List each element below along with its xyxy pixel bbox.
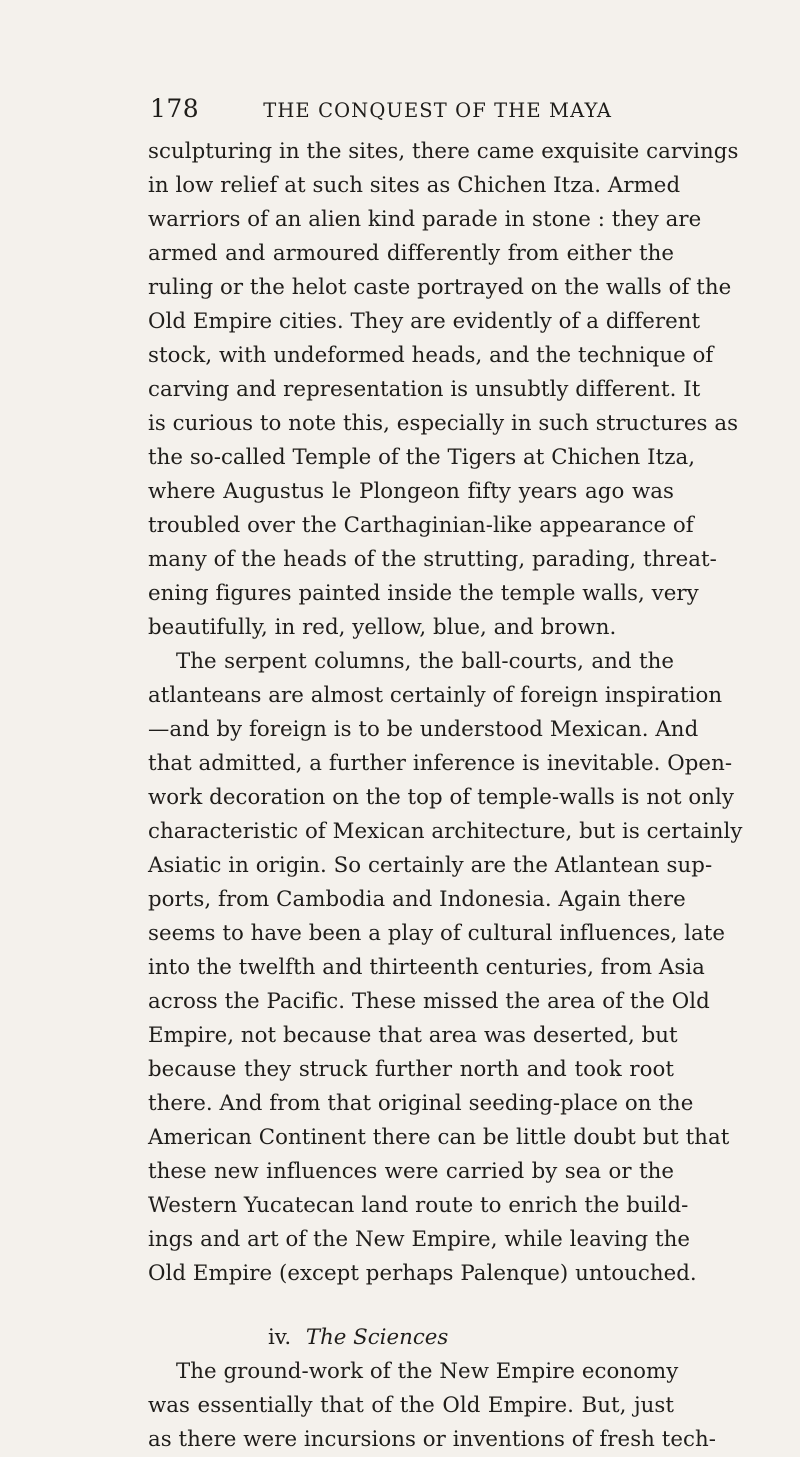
text-line: beautifully, in red, yellow, blue, and brown. — [148, 615, 617, 640]
text-line: American Continent there can be little doubt but that — [148, 1125, 730, 1150]
text-line: troubled over the Carthaginian-like appearance of — [148, 513, 694, 538]
text-line: Western Yucatecan land route to enrich the build- — [148, 1193, 689, 1218]
text-line: into the twelfth and thirteenth centuries, from Asia — [148, 955, 705, 980]
running-title: THE CONQUEST OF THE MAYA — [263, 99, 613, 122]
text-line: because they struck further north and took root — [148, 1057, 674, 1082]
text-line: The serpent columns, the ball-courts, and the — [176, 649, 674, 674]
running-head — [150, 94, 670, 130]
text-line: —and by foreign is to be understood Mexican. And — [148, 717, 699, 742]
text-line: Old Empire cities. They are evidently of a different — [148, 309, 701, 334]
text-line: was essentially that of the Old Empire. But, just — [148, 1393, 674, 1418]
text-line: characteristic of Mexican architecture, but is certainly — [148, 819, 743, 844]
text-line: that admitted, a further inference is inevitable. Open- — [148, 751, 733, 776]
text-line: atlanteans are almost certainly of foreign inspiration — [148, 683, 723, 708]
text-line: sculpturing in the sites, there came exquisite carvings — [148, 139, 739, 164]
text-line: across the Pacific. These missed the area of the Old — [148, 989, 710, 1014]
text-line: where Augustus le Plongeon fifty years ago was — [148, 479, 674, 504]
text-line: carving and representation is unsubtly different. It — [148, 377, 701, 402]
text-line: these new influences were carried by sea or the — [148, 1159, 674, 1184]
section-heading — [148, 1321, 674, 1355]
text-line: the so-called Temple of the Tigers at Chichen Itza, — [148, 445, 696, 470]
text-line: is curious to note this, especially in such structures as — [148, 411, 739, 436]
text-line: Old Empire (except perhaps Palenque) untouched. — [148, 1261, 697, 1286]
section-title: The Sciences — [305, 1325, 449, 1350]
text-line: work decoration on the top of temple-walls is not only — [148, 785, 734, 810]
text-line: Empire, not because that area was deserted, but — [148, 1023, 678, 1048]
text-line: warriors of an alien kind parade in stone : they are — [148, 207, 702, 232]
text-line: Asiatic in origin. So certainly are the Atlantean sup- — [148, 853, 713, 878]
text-line: there. And from that original seeding-place on the — [148, 1091, 694, 1116]
page-number: 178 — [150, 94, 200, 123]
section-numeral: iv. — [268, 1325, 292, 1350]
text-line: ening figures painted inside the temple walls, very — [148, 581, 699, 606]
body-text — [148, 135, 743, 1457]
text-line: The ground-work of the New Empire economy — [176, 1359, 679, 1384]
text-line: armed and armoured differently from either the — [148, 241, 674, 266]
text-line: ports, from Cambodia and Indonesia. Again there — [148, 887, 686, 912]
text-line: stock, with undeformed heads, and the technique of — [148, 343, 714, 368]
text-line: ruling or the helot caste portrayed on the walls of the — [148, 275, 732, 300]
text-line: many of the heads of the strutting, parading, threat- — [148, 547, 717, 572]
text-line: ings and art of the New Empire, while leaving the — [148, 1227, 691, 1252]
text-line: as there were incursions or inventions of fresh tech- — [148, 1427, 717, 1452]
text-line: in low relief at such sites as Chichen Itza. Armed — [148, 173, 681, 198]
text-line: seems to have been a play of cultural influences, late — [148, 921, 726, 946]
